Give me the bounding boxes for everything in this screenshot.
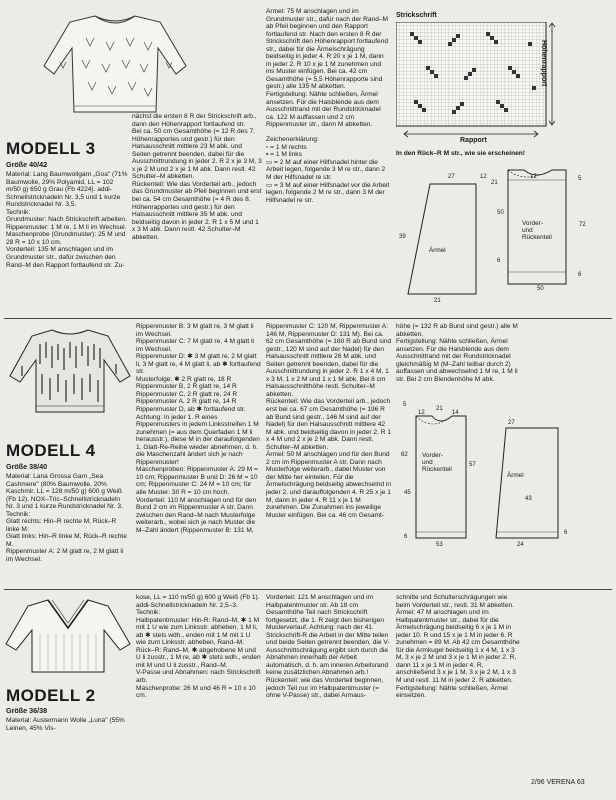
model-size: Größe 40/42 — [6, 160, 48, 169]
schema-measure: 6 — [497, 258, 501, 264]
schema-measure: 5 — [403, 402, 407, 408]
model-title: MODELL 3 — [6, 139, 96, 158]
schema-measure: 12 — [418, 410, 425, 416]
schema-measure: 6 — [404, 534, 408, 540]
schema-measure: 27 — [448, 174, 455, 180]
text-column — [524, 594, 612, 744]
schema-measure: 14 — [452, 410, 459, 416]
text-column: Material: Austermann Wolle „Luna" (55% Leinen, 45% Vis- — [6, 717, 125, 732]
section-divider — [4, 318, 612, 319]
chart-caption: In den Rück–R M str., wie sie erscheinen! — [396, 150, 525, 157]
sweater-illustration-modell-3 — [40, 8, 190, 118]
text-column: höhe (= 132 R ab Bund sind gestr.) alle M abketten. Fertigstellung: Nähte schließen, Ärmel ansetzen. Für die Halsblende aus dem Ausschnittrand mit der Rundstricknadel gleichmäßig M (M–Zahl teilbar durch 2) auffassen und abwechselnd 1 M re, 1 M li str. Bei 2 cm Blendenhöhe M abk. — [396, 323, 518, 383]
schema-measure: 62 — [401, 452, 408, 458]
model-title: MODELL 4 — [6, 441, 96, 460]
sweater-illustration-modell-2 — [4, 594, 132, 674]
schema-measure: 21 — [491, 180, 498, 186]
schema-measure: 21 — [436, 406, 443, 412]
schema-measure: 72 — [579, 222, 586, 228]
schema-measure: 5 — [578, 176, 582, 182]
text-column: Material: Lang Baumwollgarn „Goa" (71% Baumwolle, 29% Polyamid, LL = 102 m/50 g) 650 g Grau (Fb 4224). addi-Schnellstricknadeln Nr. 3,5 und 1 kurze Rundstricknadel Nr. 3,5. Technik: Grundmuster: Nach Strickschrift arbeiten. Rippenmuster: 1 M re, 1 M li im Wechsel. Maschenprobe (Grundmuster): 25 M und 28 R = 10 x 10 cm. Vorderteil: 135 M anschlagen und im Grundmuster str., dafür zwischen den Rand–M den Rapport fortlaufend str. Zu- — [6, 171, 128, 269]
text-column: Vorderteil: 121 M anschlagen und im Halbpatentmuster str. Ab 18 cm Gesamthöhe Teil nach Strickschrift fortgesetzt, die 1. R zeigt den bisherigen Musterverlauf. Achtung: nach der 41. Strickschrift-R die Arbeit in der Mitte teilen und beide Seiten getrennt beenden, die V-Ausschnittschrägung ergibt sich durch die Abnahmen innerhalb der Arbeit automatisch, d. h. am inneren Arbeitsrand keine zusätzlichen Abnahmen arb.! Rückenteil: wie das Vorderteil beginnen, jedoch Teil nur im Halbpatentmuster (= ohne V-Passe) str., dabei Armaus- — [266, 594, 390, 700]
schema-measure: 50 — [537, 286, 544, 292]
schema-measure: 39 — [399, 234, 406, 240]
model-title: MODELL 2 — [6, 686, 96, 705]
schema-measure: 43 — [525, 496, 532, 502]
pattern-schema-modell-4 — [396, 392, 586, 572]
section-divider — [4, 589, 612, 590]
text-column: Ärmel: 75 M anschlagen und im Grundmuster str., dafür nach der Rand–M ab Pfeil beginnen und den Rapport fortlaufend str. Nach den ersten 8 R der Strickschrift den Höhenrapport fortlaufend str., dabei für die Ärmelschrägung beidseitig in jeder 4. R 20 x je 1 M, dann in jeder 2. R 10 x je 1 M zunehmen und ins Muster einfügen. Bei ca. 42 cm Gesamthöhe (= 5,5 Höhenrapporte sind gestr.) alle 135 M abketten. Fertigstellung: Nähte schließen, Ärmel ansetzen. Für die Halsblende aus dem Ausschnittrand mit der Rundstricknadel ca. 122 M auffassen und 2 cm Rippenmuster str., dann M abketten. Zeichenerklärung: ▫ = 1 M rechts ▪ = 1 M links ▭ = 2 M auf einer Hilfsnadel hinter die Arbeit legen, folgende 3 M re str., dann 2 M der Hilfsnadel re str. ▭ = 3 M auf einer Hilfsnadel vor die Arbeit legen, folgende 2 M re str., dann 3 M der Hilfsnadel re str. — [266, 8, 390, 204]
schema-piece-label: Ärmel — [429, 247, 446, 254]
schema-measure: 12 — [530, 174, 537, 180]
schema-piece-label: Vorder- und Rückenteil — [422, 452, 452, 473]
chart-repeat-label: Rapport — [460, 137, 487, 144]
sweater-illustration-modell-4 — [6, 324, 134, 416]
schema-measure: 21 — [434, 298, 441, 304]
text-column: kose, LL = 110 m/50 g) 600 g Weiß (Fb 1). addi-Schnellstricknadeln Nr. 2,5–3. Technik: Halbpatentmuster: Hin-R: Rand–M, ✱ 1 M mit 1 U wie zum Linksstr. abheben, 1 M li, ab ✱ stets wdh., enden mit 1 M mit 1 U wie zum Linksstr. abheben, Rand–M. Rück–R: Rand–M, ✱ abgehobene M und U li zusstr., 1 M re, ab ✱ stets wdh., enden mit M und U li zusstr., Rand–M. V-Passe und Abnahmen: nach Strickschrift arb. Maschenprobe: 26 M und 46 R = 10 x 10 cm. — [136, 594, 261, 700]
schema-measure: 27 — [508, 420, 515, 426]
chart-height-label: Höhenrapport — [540, 40, 547, 87]
chart-title: Strickschrift — [396, 12, 437, 19]
schema-measure: 24 — [517, 542, 524, 548]
text-column: Material: Lana Grossa Garn „Sea Cashmere" (80% Baumwolle, 20% Kaschmir, LL = 128 m/50 g) 600 g Weiß (Fb 12). NOX–Tric–Schnellstricknadeln Nr. 3 und 1 kurze Rundstricknadel Nr. 3. Technik: Glatt rechts: Hin–R rechte M, Rück–R linke M. Glatt links: Hin–R linke M, Rück–R rechte M. Rippenmuster A: 2 M glatt re, 2 M glatt li im Wechsel. — [6, 473, 127, 564]
text-column: Rippenmuster B: 3 M glatt re, 3 M glatt li im Wechsel. Rippenmuster C: 7 M glatt re, 4 M glatt li im Wechsel. Rippenmuster D: ✱ 3 M glatt re, 2 M glatt li, 3 M glatt re, 4 M glatt li, ab ✱ fortlaufend str. Musterfolge: ✱ 2 R glatt re, 18 R Rippenmuster B, 2 R glatt re, 14 R Rippenmuster C, 2 R glatt re, 24 R Rippenmuster A, 2 R glatt re, 14 R Rippenmuster D, ab ✱ fortlaufend str. Achtung: In jeder 1. R eines Rippenmusters in jedem Linksstreifen 1 M zunehmen (= aus dem Querfaden 1 M li herausstr.), diese M in der daraufolgenden 1. Glatt-Re-Reihe wieder abnehmen, d. h. die Maschenzahl ändert sich je nach Rippenmuster! Maschenproben: Rippenmuster A: 29 M = 10 cm; Rippenmuster B und D: 26 M = 10 cm; Rippenmuster C: 24 M = 10 cm; für alle Muster: 30 R = 10 cm hoch. Vorderteil: 110 M anschlagen und für den Bund 2 cm im Rippenmuster A str. Dann zwischen den Rand–M nach Musterfolge weiterarb., wobei sich je nach Muster die M–Zahl ändert (Rippenmuster B: 131 M, — [136, 323, 261, 534]
schema-piece-label: Ärmel — [507, 472, 524, 479]
text-column: Rippenmuster C: 120 M, Rippenmuster A: 146 M, Rippenmuster D: 131 M). Bei ca. 62 cm Gesamthöhe (= 180 R ab Bund sind gestr., 120 M sind auf der Nadel) für den Halsausschnitt mittlere 26 M abk. und Seiten getrennt beenden, dabei für die Ausschnittrundung in jeder 2. R 1 x 4 M, 1 x 3 M, 1 x 2 M und 1 x 1 M abk. Bei 8 cm Halsausschnitthöhe restl. Schulter–M abketten. Rückenteil: Wie das Vorderteil arb., jedoch erst bei ca. 67 cm Gesamthöhe (= 196 R ab Bund sind gestr., 146 M sind auf der Nadel) für den Halsausschnitt mittlere 42 M abk. und beidseitig davon in jeder 2. R 1 x 4 M und 2 x je 2 M abk. Dann restl. Schulter–M abketten. Ärmel: 50 M anschlagen und für den Bund 2 cm im Rippenmuster A str. Dann nach Musterfolge weiterarb., dabei Muster von der Mitte her einteilen. Für die Ärmelschrägung beidseitig abwechselnd in jeder 2. und darauffolgenden 4. R 25 x je 1 M, dann in jeder 4. R 11 x je 1 M zunehmen. Die Zunahmen ins jeweilige Muster einfügen. Bei ca. 46 cm Gesamt- — [266, 323, 392, 519]
schema-measure: 50 — [497, 210, 504, 216]
schema-measure: 53 — [436, 542, 443, 548]
model-size: Größe 36/38 — [6, 706, 48, 715]
schema-measure: 12 — [480, 174, 487, 180]
model-size: Größe 38/40 — [6, 462, 48, 471]
page-footer: 2/96 VERENA 63 — [531, 779, 585, 786]
schema-measure: 57 — [469, 462, 476, 468]
schema-measure: 6 — [564, 530, 568, 536]
schema-measure: 6 — [578, 272, 582, 278]
schema-measure: 45 — [404, 490, 411, 496]
schema-piece-label: Vorder- und Rückenteil — [522, 220, 552, 241]
text-column: nächst die ersten 8 R der Strickschrift arb., dann den Höhenrapport fortlaufend str. Bei ca. 50 cm Gesamthöhe (= 12 R des 7. Höhenrapportes und gestr.) für den Halsausschnitt mittlere 23 M abk. und Seiten getrennt beenden, dabei für die Ausschnittrundung in jeder 2. R 2 x je 3 M, 3 x je 2 M und 2 x je 1 M abk. Dann restl. 42 Schulter–M abketten. Rückenteil: Wie das Vorderteil arb., jedoch das Grundmuster ab Pfeil beginnen und erst bei ca. 54 cm Gesamthöhe (= 4 R des 8. Höhenrapportes und gestr.) für den Halsausschnitt mittlere 35 M abk. und beidseitig davon in jeder 2. R 1 x 5 M und 1 x 3 M abk. Dann restl. 42 Schulter–M abketten. — [132, 113, 262, 241]
text-column: schnitte und Schulterschrägungen wie beim Vorderteil str., restl. 31 M abketten. Ärmel: 47 M anschlagen und im Halbpatentmuster str., dabei für die Ärmelschrägung beidseitig 6 x je 1 M in jeder 10. R und 15 x je 1 M in jeder 6. R zunehmen = 89 M. Ab 42 cm Gesamthöhe für die Armkugel beidseitig 1 x 4 M, 1 x 3 M, 3 x je 2 M und 3 x je 1 M in jeder 2. R, dann 11 x je 1 M in jeder 4. R, anschließend 3 x je 1 M, 3 x je 2 M, 1 x 3 M und restl. 11 M in jeder 2. R abketten. Fertigstellung: Nähte schließen, Ärmel einsetzen. — [396, 594, 520, 700]
